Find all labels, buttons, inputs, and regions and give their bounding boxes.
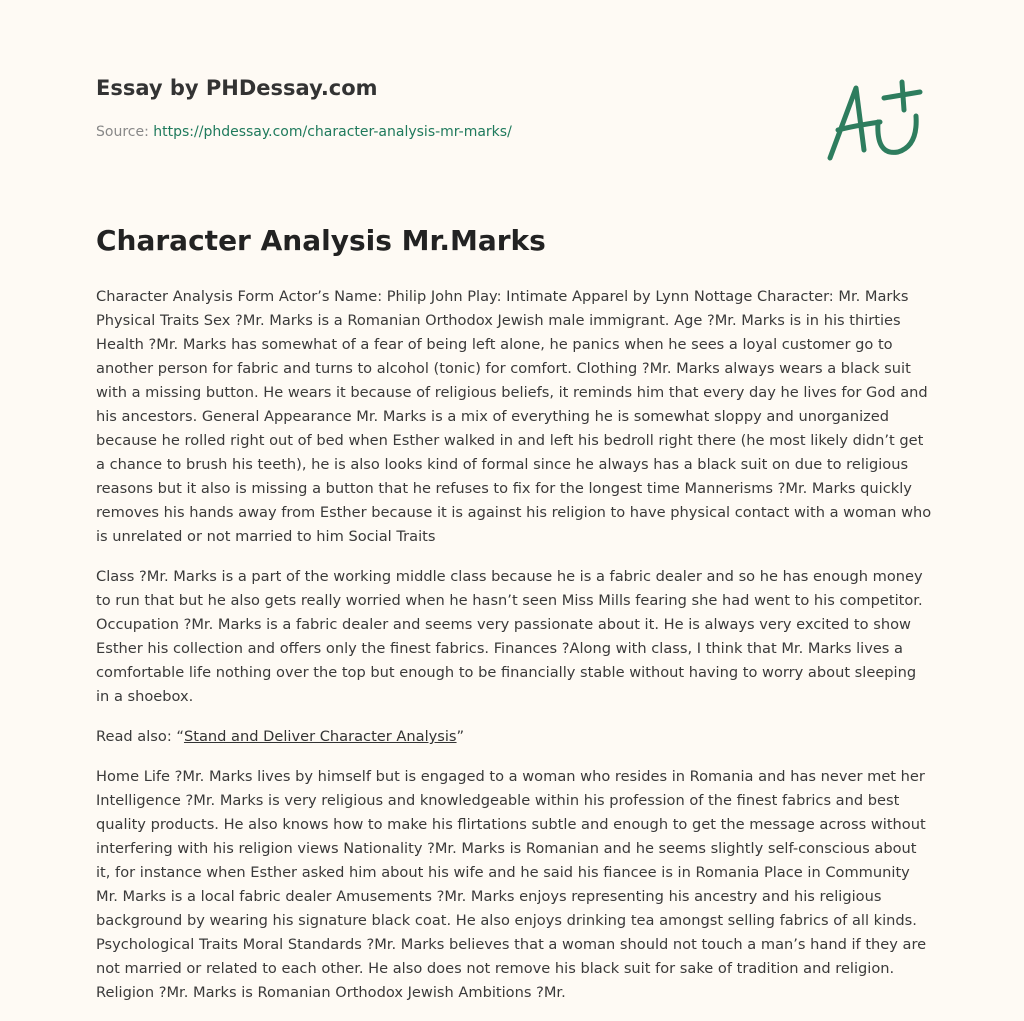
site-brand: Essay by PHDessay.com — [96, 76, 378, 100]
paragraph: Class ?Mr. Marks is a part of the working middle class because he is a fabric dealer and so he has enough money to run that but he also gets really worried when he hasn’t seen Miss Mills fearing she had went to his competitor. Occupation ?Mr. Marks is a fabric dealer and seems very passionate about it. He is always very excited to show Esther his collection and offers only the finest fabrics. Finances ?Along with class, I think that Mr. Marks lives a comfortable life nothing over the top but enough to be financially stable without having to worry about sleeping in a shoebox. — [96, 568, 923, 705]
read-also-link[interactable]: Stand and Deliver Character Analysis — [183, 728, 457, 745]
paragraph: Home Life ?Mr. Marks lives by himself but is engaged to a woman who resides in Romania and has never met her Intelligence ?Mr. Marks is very religious and knowledgeable within his profession of the finest fabrics and best quality products. He also knows how to make his flirtations subtle and enough to get the message across without interfering with his religion views Nationality ?Mr. Marks is Romanian and he seems slightly self-conscious about it, for instance when Esther asked him about his wife and he said his fiancee is in Romania Place in Community Mr. Marks is a local fabric dealer Amusements ?Mr. Marks enjoys representing his ancestry and his religious background by wearing his signature black coat. He also enjoys drinking tea amongst selling fabrics of all kinds. Psychological Traits Moral Standards ?Mr. Marks believes that a woman should not touch a man’s hand if they are not married or related to each other. He also does not remove his black suit for sake of tradition and religion. Religion ?Mr. Marks is Romanian Orthodox Jewish Ambitions ?Mr. — [96, 768, 927, 1001]
read-also-prefix: Read also: “ — [96, 728, 184, 745]
source-link[interactable]: https://phdessay.com/character-analysis-mr-marks/ — [153, 124, 512, 140]
source-line — [96, 124, 512, 140]
source-label: Source: — [96, 124, 149, 140]
read-also — [96, 725, 932, 749]
paragraph: Character Analysis Form Actor’s Name: Philip John Play: Intimate Apparel by Lynn Nottage Character: Mr. Marks Physical Traits Sex ?Mr. Marks is a Romanian Orthodox Jewish male immigrant. Age ?Mr. Marks is in his thirties Health ?Mr. Marks has somewhat of a fear of being left alone, he panics when he sees a loyal customer go to another person for fabric and turns to alcohol (tonic) for comfort. Clothing ?Mr. Marks always wears a black suit with a missing button. He wears it because of religious beliefs, it reminds him that every day he lives for God and his ancestors. General Appearance Mr. Marks is a mix of everything he is somewhat sloppy and unorganized because he rolled right out of bed when Esther walked in and left his bedroll right there (he most likely didn’t get a chance to brush his teeth), he is also looks kind of formal since he always has a black suit on due to religious reasons but it also is missing a button that he refuses to fix for the longest time Mannerisms ?Mr. Marks quickly removes his hands away from Esther because it is against his religion to have physical contact with a woman who is unrelated or not married to him Social Traits — [96, 288, 932, 545]
a-plus-logo-icon — [818, 70, 938, 170]
article-body — [96, 285, 932, 1021]
read-also-suffix: ” — [456, 728, 465, 745]
article-title: Character Analysis Mr.Marks — [96, 224, 546, 257]
